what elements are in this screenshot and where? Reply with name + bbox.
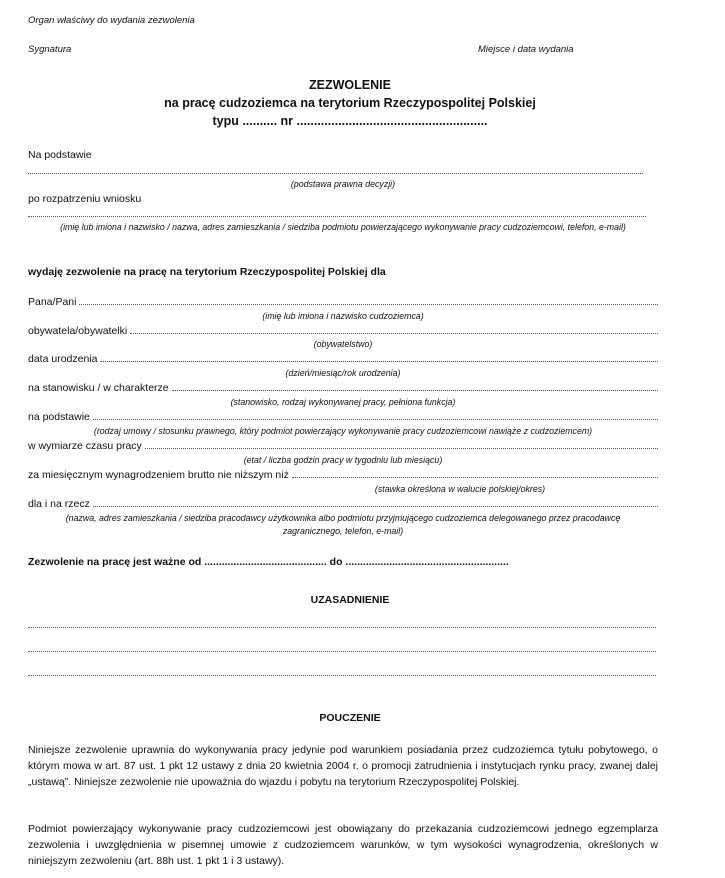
foreigner-name-caption: (imię lub imiona i nazwisko cudzoziemca)	[262, 311, 424, 321]
place-date-label: Miejsce i data wydania	[478, 44, 574, 55]
application-label: po rozpatrzeniu wniosku	[28, 193, 142, 205]
issuing-authority-label: Organ właściwy do wydania zezwolenia	[28, 15, 195, 26]
justification-line-3[interactable]	[28, 675, 656, 676]
decision-statement: wydaję zezwolenie na pracę na terytorium Rzeczypospolitej Polskiej dla	[28, 266, 386, 278]
working-time-label: w wymiarze czasu pracy	[28, 440, 142, 452]
employer-label: dla i na rzecz	[28, 498, 90, 510]
citizenship-row[interactable]	[28, 323, 658, 337]
foreigner-name-label: Pana/Pani	[28, 296, 77, 308]
birth-date-caption: (dzień/miesiąc/rok urodzenia)	[285, 368, 401, 378]
employer-row[interactable]	[28, 496, 658, 510]
working-time-row[interactable]	[28, 438, 658, 452]
position-row[interactable]	[28, 380, 658, 394]
basis-label: Na podstawie	[28, 149, 92, 161]
salary-label: za miesięcznym wynagrodzeniem brutto nie niższym niż	[28, 469, 289, 481]
validity-statement: Zezwolenie na pracę jest ważne od .......................................... do ........................................................	[28, 556, 509, 568]
employer-caption: (nazwa, adres zamieszkania / siedziba pracodawcy użytkownika albo podmiotu przyjmującego cudzoziemca delegowanego przez pracodawcę zagranicznego, telefon, e-mail)	[65, 513, 621, 536]
birth-date-label: data urodzenia	[28, 353, 98, 365]
basis-caption: (podstawa prawna decyzji)	[290, 179, 396, 189]
contract-basis-row[interactable]	[28, 409, 658, 423]
position-caption: (stanowisko, rodzaj wykonywanej pracy, pełniona funkcja)	[230, 397, 456, 407]
contract-basis-caption: (rodzaj umowy / stosunku prawnego, który podmiot powierzający wykonywanie pracy cudzoziemcowi nawiąże z cudzoziemcem)	[93, 426, 593, 436]
justification-heading: UZASADNIENIE	[310, 594, 390, 606]
contract-basis-label: na podstawie	[28, 411, 90, 423]
application-caption: (imię lub imiona i nazwisko / nazwa, adres zamieszkania / siedziba podmiotu powierzającego wykonywanie pracy cudzoziemcowi, telefon, e-mail)	[60, 222, 626, 232]
justification-line-2[interactable]	[28, 651, 656, 652]
salary-row[interactable]	[28, 467, 658, 481]
instruction-paragraph-1: Niniejsze zezwolenie uprawnia do wykonywania pracy jedynie pod warunkiem posiadania przez cudzoziemca tytułu pobytowego, o którym mowa w art. 87 ust. 1 pkt 12 ustawy z dnia 20 kwietnia 2004 r. o promocji zatrudnienia i instytucjach rynku pracy, zwanej dalej „ustawą”. Niniejsze zezwolenie nie upoważnia do wjazdu i pobytu na terytorium Rzeczypospolitej Polskiej.	[28, 744, 658, 788]
basis-dotted-line[interactable]	[28, 173, 643, 174]
salary-caption: (stawka określona w walucie polskiej/okres)	[374, 484, 546, 494]
document-title: ZEZWOLENIE	[309, 78, 391, 92]
instruction-heading: POUCZENIE	[319, 712, 381, 724]
citizenship-label: obywatela/obywatelki	[28, 325, 128, 337]
document-type-number: typu .......... nr .......................................................	[212, 114, 488, 128]
application-dotted-line[interactable]	[28, 216, 646, 217]
position-label: na stanowisku / w charakterze	[28, 382, 169, 394]
working-time-caption: (etat / liczba godzin pracy w tygodniu lub miesiącu)	[243, 455, 443, 465]
foreigner-name-row[interactable]	[28, 294, 658, 308]
birth-date-row[interactable]	[28, 351, 658, 365]
document-subtitle: na pracę cudzoziemca na terytorium Rzeczypospolitej Polskiej	[164, 96, 536, 110]
signature-label: Sygnatura	[28, 44, 72, 55]
instruction-paragraph-2: Podmiot powierzający wykonywanie pracy cudzoziemcowi jest obowiązany do przekazania cudzoziemcowi jednego egzemplarza zezwolenia i uwzględnienia w pisemnej umowie z cudzoziemcem warunków, w tym wysokości wynagrodzenia, określonych w niniejszym zezwoleniu (art. 88h ust. 1 pkt 1 i 3 ustawy).	[28, 823, 658, 867]
justification-line-1[interactable]	[28, 627, 656, 628]
citizenship-caption: (obywatelstwo)	[313, 339, 373, 349]
